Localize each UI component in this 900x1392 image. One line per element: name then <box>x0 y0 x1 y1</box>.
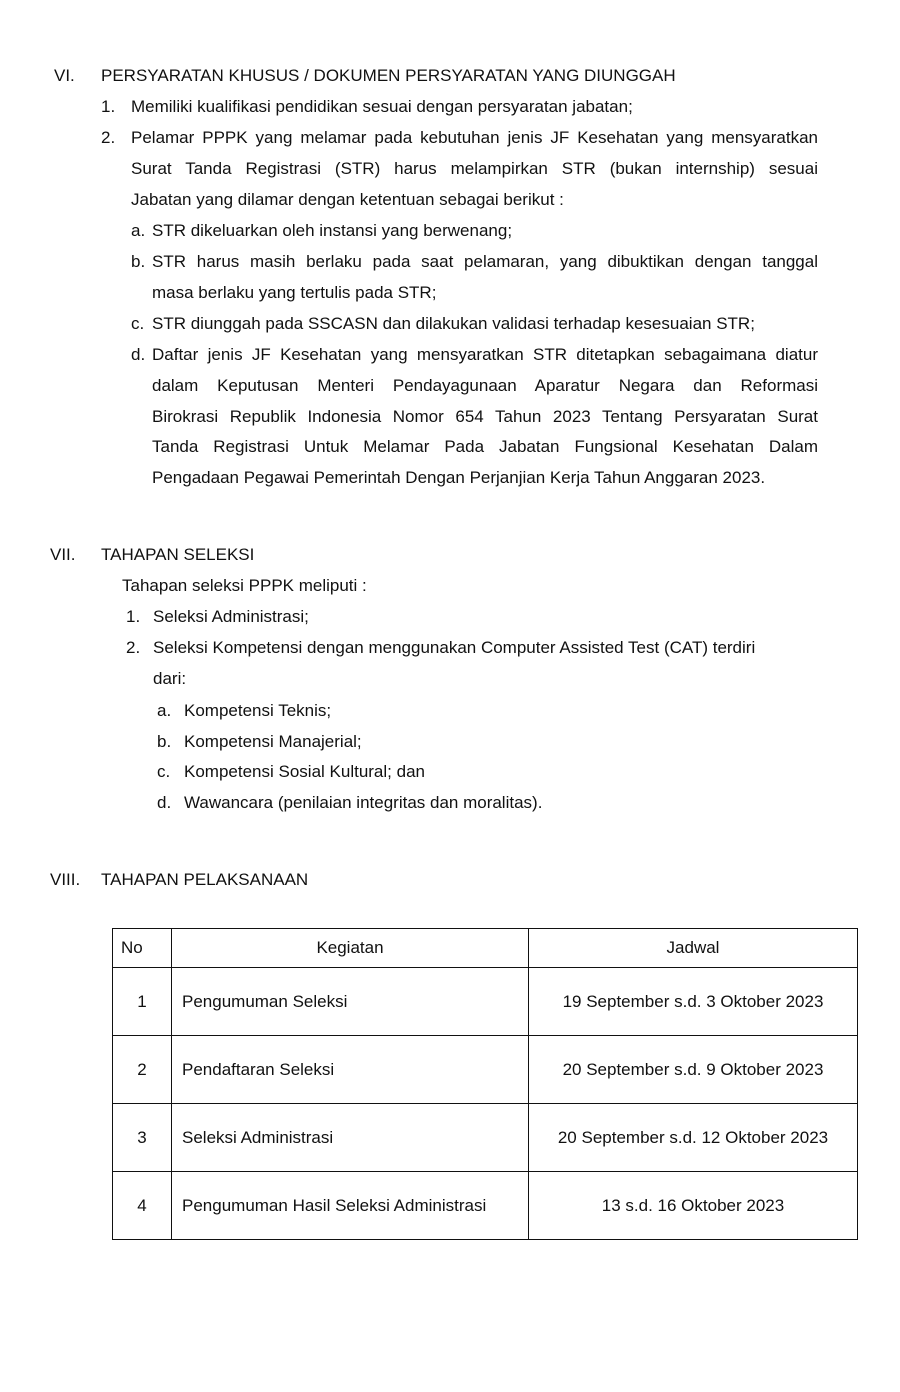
sub-item-text: STR diunggah pada SSCASN dan dilakukan validasi terhadap kesesuaian STR; <box>152 314 755 333</box>
list-item-line: Seleksi Kompetensi dengan menggunakan Computer Assisted Test (CAT) terdiri <box>153 638 756 657</box>
section-7-intro: Tahapan seleksi PPPK meliputi : <box>122 576 367 595</box>
table-row <box>113 1172 858 1240</box>
sub-item-line: Pengadaan Pegawai Pemerintah Dengan Perjanjian Kerja Tahun Anggaran 2023. <box>152 468 766 487</box>
cell-no: 2 <box>113 1036 172 1104</box>
table-row <box>113 1036 858 1104</box>
sub-item-letter: d. <box>157 793 172 812</box>
list-number: 1. <box>101 97 116 116</box>
sub-item-line: STR harus masih berlaku pada saat pelamaran, yang dibuktikan dengan tanggal <box>152 252 818 271</box>
cell-jadwal: 13 s.d. 16 Oktober 2023 <box>529 1172 858 1240</box>
table-row <box>113 1104 858 1172</box>
sub-item-letter: c. <box>157 762 171 781</box>
cell-no: 1 <box>113 968 172 1036</box>
sub-item-line: masa berlaku yang tertulis pada STR; <box>152 283 437 302</box>
table-header-row <box>113 929 858 968</box>
cell-jadwal: 20 September s.d. 9 Oktober 2023 <box>529 1036 858 1104</box>
section-6-number: VI. <box>54 66 75 85</box>
header-no: No <box>113 929 172 968</box>
cell-no: 3 <box>113 1104 172 1172</box>
header-jadwal: Jadwal <box>529 929 858 968</box>
cell-kegiatan: Pengumuman Seleksi <box>172 968 529 1036</box>
sub-item-line: Daftar jenis JF Kesehatan yang mensyaratkan STR ditetapkan sebagaimana diatur <box>152 345 818 364</box>
list-item-text: Seleksi Administrasi; <box>153 607 309 626</box>
list-item-line: Jabatan yang dilamar dengan ketentuan sebagai berikut : <box>131 190 564 209</box>
sub-item-text: Kompetensi Teknis; <box>184 701 332 720</box>
cell-jadwal: 20 September s.d. 12 Oktober 2023 <box>529 1104 858 1172</box>
list-number: 2. <box>101 128 116 147</box>
sub-item-line: Tanda Registrasi Untuk Melamar Pada Jabatan Fungsional Kesehatan Dalam <box>152 437 818 456</box>
sub-item-letter: c. <box>131 314 145 333</box>
list-number: 1. <box>126 607 141 626</box>
sub-item-letter: b. <box>131 252 146 271</box>
cell-jadwal: 19 September s.d. 3 Oktober 2023 <box>529 968 858 1036</box>
cell-kegiatan: Pengumuman Hasil Seleksi Administrasi <box>172 1172 529 1240</box>
sub-item-text: Kompetensi Manajerial; <box>184 732 362 751</box>
section-7-title: TAHAPAN SELEKSI <box>101 545 255 564</box>
section-8-title: TAHAPAN PELAKSANAAN <box>101 870 309 889</box>
cell-kegiatan: Pendaftaran Seleksi <box>172 1036 529 1104</box>
section-7-number: VII. <box>50 545 76 564</box>
sub-item-letter: b. <box>157 732 172 751</box>
sub-item-line: dalam Keputusan Menteri Pendayagunaan Aparatur Negara dan Reformasi <box>152 376 818 395</box>
cell-no: 4 <box>113 1172 172 1240</box>
table-row <box>113 968 858 1036</box>
sub-item-text: Wawancara (penilaian integritas dan moralitas). <box>184 793 543 812</box>
list-item-line: Surat Tanda Registrasi (STR) harus melampirkan STR (bukan internship) sesuai <box>131 159 818 178</box>
sub-item-text: Kompetensi Sosial Kultural; dan <box>184 762 425 781</box>
section-6-title: PERSYARATAN KHUSUS / DOKUMEN PERSYARATAN YANG DIUNGGAH <box>101 66 676 85</box>
sub-item-line: Birokrasi Republik Indonesia Nomor 654 Tahun 2023 Tentang Persyaratan Surat <box>152 407 818 426</box>
list-item-text: Memiliki kualifikasi pendidikan sesuai dengan persyaratan jabatan; <box>131 97 633 116</box>
list-item-line: Pelamar PPPK yang melamar pada kebutuhan jenis JF Kesehatan yang mensyaratkan <box>131 128 818 147</box>
sub-item-text: STR dikeluarkan oleh instansi yang berwenang; <box>152 221 513 240</box>
section-8-number: VIII. <box>50 870 81 889</box>
sub-item-letter: a. <box>157 701 172 720</box>
cell-kegiatan: Seleksi Administrasi <box>172 1104 529 1172</box>
header-kegiatan: Kegiatan <box>172 929 529 968</box>
sub-item-letter: a. <box>131 221 146 240</box>
list-item-line: dari: <box>153 669 187 688</box>
schedule-table <box>112 928 858 1240</box>
list-number: 2. <box>126 638 141 657</box>
sub-item-letter: d. <box>131 345 146 364</box>
